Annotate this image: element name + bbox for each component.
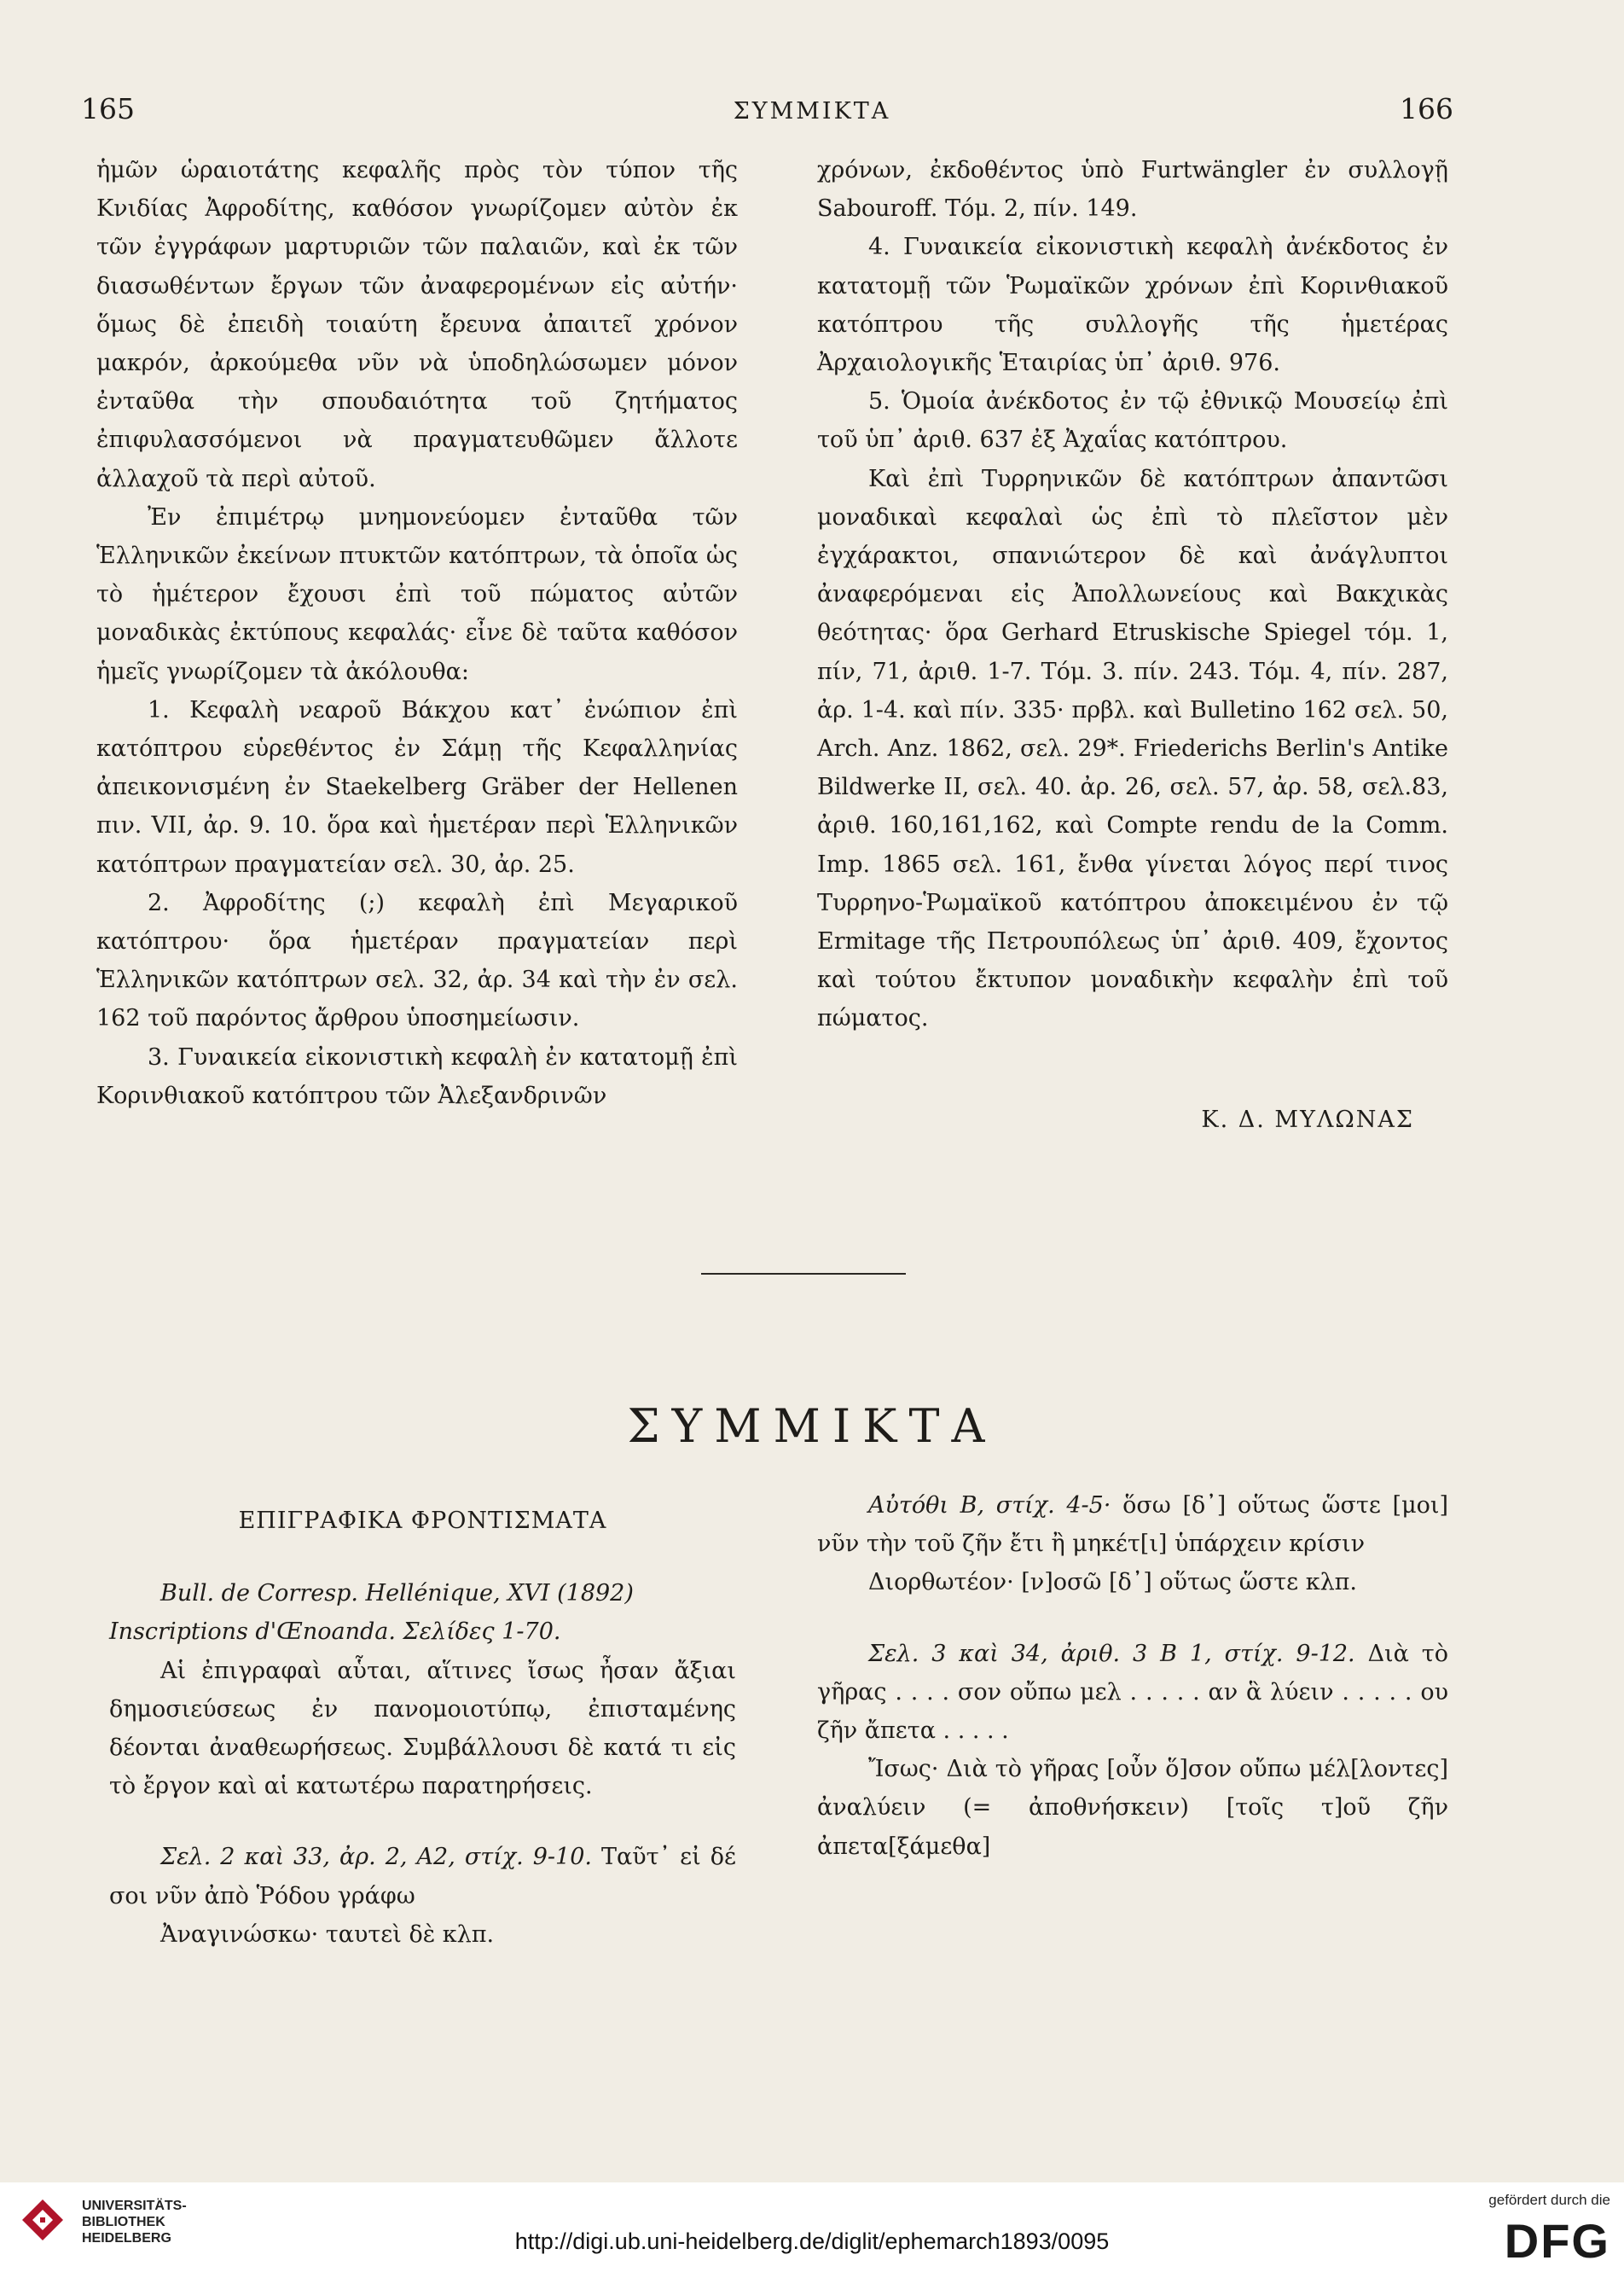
- source-url-link[interactable]: http://digi.ub.uni-heidelberg.de/diglit/ephemarch1893/0095: [514, 2228, 1110, 2254]
- note: [817, 1486, 1448, 1563]
- note-text: Ταῦτ᾽ εἰ δέ σοι νῦν ἀπὸ Ῥόδου γράφω: [109, 1844, 736, 1909]
- page-number-left: 165: [81, 92, 135, 125]
- note: [817, 1635, 1448, 1751]
- right-column-bottom: [817, 1486, 1448, 1866]
- paragraph: χρόνων, ἐκδοθέντος ὑπὸ Furtwängler ἐν συλλογῇ Sabouroff. Τόμ. 2, πίν. 149.: [817, 157, 1448, 223]
- author-signature: Κ. Δ. ΜΥΛΩΝΑΣ: [1201, 1107, 1414, 1133]
- section-divider: [701, 1273, 906, 1275]
- left-column-top: [96, 151, 738, 1115]
- signature-block: [817, 1107, 1448, 1133]
- list-item: 3. Γυναικεία εἰκονιστικὴ κεφαλὴ ἐν κατατομῇ ἐπὶ Κορινθιακοῦ κατόπτρου τῶν Ἀλεξανδρινῶν: [96, 1043, 738, 1109]
- note-reading: Ἀναγινώσκω· ταυτεὶ δὲ κλπ.: [160, 1920, 495, 1948]
- dfg-logo: DFG: [1504, 2214, 1610, 2268]
- section-subtitle: ΕΠΙΓΡΑΦΙΚΑ ΦΡΟΝΤΙΣΜΑΤΑ: [238, 1508, 607, 1534]
- paragraph: Ἐν ἐπιμέτρῳ μνημονεύομεν ἐνταῦθα τῶν Ἑλληνικῶν ἐκείνων πτυκτῶν κατόπτρων, τὰ ὁποῖα ὡς τὸ ἡμέτερον ἔχουσι ἐπὶ τοῦ πώματος αὐτῶν μοναδικὰς ἐκτύπους κεφαλάς· εἶνε δὲ ταῦτα καθόσον ἡμεῖς γνωρίζομεν τὰ ἀκόλουθα:: [96, 503, 738, 685]
- reference-line: Inscriptions d'Œnoanda. Σελίδες 1-70.: [109, 1618, 561, 1646]
- paragraph: Καὶ ἐπὶ Τυρρηνικῶν δὲ κατόπτρων ἀπαντῶσι μοναδικαὶ κεφαλαὶ ὡς ἐπὶ τὸ πλεῖστον μὲν ἐγχάρακτοι, σπανιώτερον δὲ καὶ ἀνάγλυπτοι ἀναφερόμεναι εἰς Ἀπολλωνείους καὶ Βακχικὰς θεότητας· ὅρα Gerhard Etruskische Spiegel τόμ. 1, πίν, 71, ἀριθ. 1-7. Τόμ. 3. πίν. 243. Τόμ. 4, πίν. 287, ἀρ. 1-4. καὶ πίν. 335· πρβλ. καὶ Bulletino 162 σελ. 50, Arch. Anz. 1862, σελ. 29*. Friederichs Berlin's Antike Bildwerke II, σελ. 40. ἀρ. 26, σελ. 57, ἀρ. 58, σελ.83, ἀριθ. 160,161,162, καὶ Compte rendu de la Comm. Imp. 1865 σελ. 161, ἔνθα γίνεται λόγος περί τινος Τυρρηνο-Ῥωμαϊκοῦ κατόπτρου ἀποκειμένου ἐν τῷ Ermitage τῆς Πετρουπόλεως ὑπ᾽ ἀριθ. 409, ἔχοντος καὶ τούτου ἔκτυπον μοναδικὴν κεφαλὴν ἐπὶ τοῦ πώματος.: [817, 465, 1448, 1032]
- left-column-bottom: [109, 1502, 736, 1954]
- paragraph: Αἱ ἐπιγραφαὶ αὗται, αἵτινες ἴσως ἦσαν ἄξιαι δημοσιεύσεως ἐν πανομοιοτύπῳ, ἐπισταμένης δέονται ἀναθεωρήσεως. Συμβάλλουσι δὲ κατά τι εἰς τὸ ἔργον καὶ αἱ κατωτέρω παρατηρήσεις.: [109, 1657, 736, 1800]
- note-reference: Σελ. 3 καὶ 34, ἀριθ. 3 Β 1, στίχ. 9-12.: [868, 1640, 1355, 1667]
- running-title: ΣΥΜΜΙΚΤΑ: [733, 98, 891, 125]
- institution-name: UNIVERSITÄTS- BIBLIOTHEK HEIDELBERG: [82, 2199, 187, 2246]
- list-item: 1. Κεφαλὴ νεαροῦ Βάκχου κατ᾽ ἐνώπιον ἐπὶ κατόπτρου εὑρεθέντος ἐν Σάμῃ τῆς Κεφαλληνίας ἀπεικονισμένη ἐν Staekelberg Gräber der Hellenen πιν. VII, ἀρ. 9. 10. ὅρα καὶ ἡμετέραν περὶ Ἑλληνικῶν κατόπτρων πραγματείαν σελ. 30, ἀρ. 25.: [96, 696, 738, 878]
- note-correction: Διορθωτέον· [ν]οσῶ [δ᾽] οὕτως ὥστε κλπ.: [868, 1569, 1358, 1596]
- note-reference: Αὐτόθι Β, στίχ. 4-5·: [868, 1492, 1111, 1519]
- paragraph: ἡμῶν ὡραιοτάτης κεφαλῆς πρὸς τὸν τύπον τῆς Κνιδίας Ἀφροδίτης, καθόσον γνωρίζομεν αὐτὸν ἐκ τῶν ἐγγράφων μαρτυριῶν τῶν παλαιῶν, καὶ ἐκ τῶν διασωθέντων ἔργων τῶν ἀναφερομένων εἰς αὐτήν· ὅμως δὲ ἐπειδὴ τοιαύτη ἔρευνα ἀπαιτεῖ χρόνον μακρόν, ἀρκούμεθα νῦν νὰ ὑποδηλώσωμεν μόνον ἐνταῦθα τὴν σπουδαιότητα τοῦ ζητήματος ἐπιφυλασσόμενοι νὰ πραγματευθῶμεν ἄλλοτε ἀλλαχοῦ τὰ περὶ αὐτοῦ.: [96, 157, 738, 492]
- funded-by-label: gefördert durch die: [1488, 2192, 1610, 2208]
- footer-bar: [0, 2182, 1624, 2272]
- list-item: 4. Γυναικεία εἰκονιστικὴ κεφαλὴ ἀνέκδοτος ἐν κατατομῇ τῶν Ῥωμαϊκῶν χρόνων ἐπὶ Κορινθιακοῦ κατόπτρου τῆς συλλογῆς τῆς ἡμετέρας Ἀρχαιολογικῆς Ἑταιρίας ὑπ᾽ ἀριθ. 976.: [817, 234, 1448, 377]
- list-item: 2. Ἀφροδίτης (;) κεφαλὴ ἐπὶ Μεγαρικοῦ κατόπτρου· ὅρα ἡμετέραν πραγματείαν περὶ Ἑλληνικῶν κατόπτρων σελ. 32, ἀρ. 34 καὶ τὴν ἐν σελ. 162 τοῦ παρόντος ἄρθρου ὑποσημείωσιν.: [96, 889, 738, 1032]
- note-reference: Σελ. 2 καὶ 33, ἀρ. 2, Α2, στίχ. 9-10.: [160, 1844, 592, 1871]
- reference-line: Bull. de Corresp. Hellénique, XVI (1892): [160, 1580, 634, 1607]
- note-reading: Ἴσως· Διὰ τὸ γῆρας [οὖν ὅ]σον οὔπω μέλ[λοντες] ἀναλύειν (= ἀποθνήσκειν) [τοῖς τ]οῦ ζῆν ἀπετα[ξάμεθα]: [817, 1756, 1448, 1860]
- right-column-top: [817, 151, 1448, 1038]
- section-title: ΣΥΜΜΙΚΤΑ: [627, 1399, 997, 1453]
- note-text: ὅσω [δ᾽] οὕτως ὥστε [μοι] νῦν τὴν τοῦ ζῆν ἔτι ἢ μηκέτ[ι] ὑπάρχειν κρίσιν: [817, 1492, 1448, 1558]
- list-item: 5. Ὁμοία ἀνέκδοτος ἐν τῷ ἐθνικῷ Μουσείῳ ἐπὶ τοῦ ὑπ᾽ ἀριθ. 637 ἐξ Ἀχαΐας κατόπτρου.: [817, 388, 1448, 454]
- note: [109, 1838, 736, 1915]
- page-number-right: 166: [1400, 92, 1453, 125]
- spacer: [817, 1602, 1448, 1635]
- spacer: [109, 1805, 736, 1838]
- note-text: Διὰ τὸ γῆρας . . . . σον οὔπω μελ . . . . . αν ἃ λύειν . . . . . ου ζῆν ἄπετα . . . . .: [817, 1640, 1448, 1745]
